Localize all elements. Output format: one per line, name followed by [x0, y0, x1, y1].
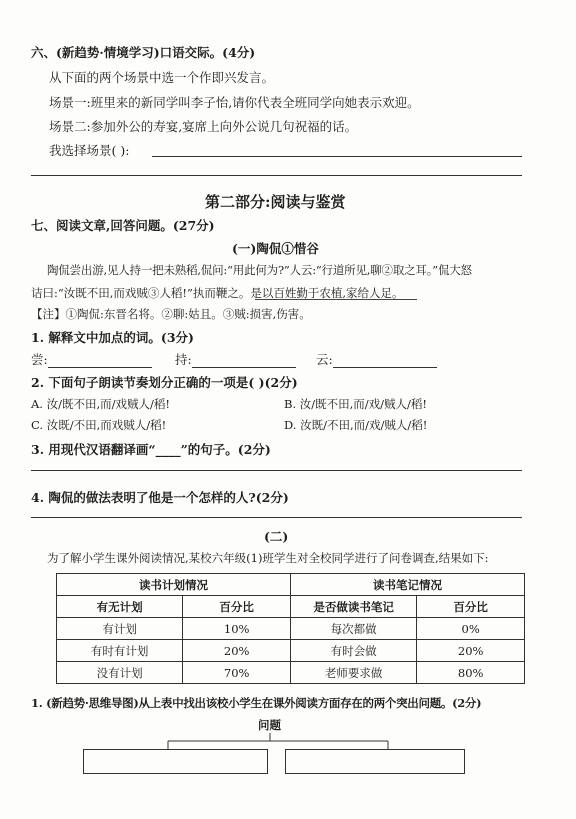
table-group-header: 读书笔记情况	[290, 574, 524, 596]
table-column-header: 百分比	[417, 596, 525, 618]
scene-one: 场景一:班里来的新同学叫李子怡,请你代表全班同学向她表示欢迎。	[49, 95, 420, 110]
table-cell: 10%	[183, 618, 291, 640]
option-c[interactable]: C. 汝既/不田,而戏贼人/稻!	[31, 418, 167, 432]
table-cell: 0%	[417, 618, 525, 640]
table-cell: 每次都做	[290, 618, 416, 640]
question-three: 3. 用现代汉语翻译画“____”的句子。(2分)	[31, 442, 271, 457]
question-two: 2. 下面句子朗读节奏划分正确的一项是( )(2分)	[31, 375, 298, 390]
table-cell: 20%	[183, 640, 291, 662]
table-cell: 20%	[417, 640, 525, 662]
table-cell: 80%	[417, 662, 525, 684]
table-cell: 有计划	[57, 618, 183, 640]
question-one: 1. 解释文中加点的词。(3分)	[31, 330, 194, 345]
part-two-title: 第二部分:阅读与鉴赏	[205, 193, 346, 211]
passage-title: (一)陶侃①惜谷	[232, 241, 319, 256]
table-column-header: 是否做读书笔记	[290, 596, 416, 618]
mind-map-answer-box[interactable]	[285, 749, 465, 774]
option-a[interactable]: A. 汝/既不田,而/戏贼人/稻!	[31, 397, 171, 411]
word-label: 持:	[175, 352, 192, 367]
table-cell: 70%	[183, 662, 291, 684]
sub-section-title: (二)	[264, 529, 289, 544]
table-group-header: 读书计划情况	[57, 574, 291, 596]
option-b[interactable]: B. 汝/既不田,而/戏/贼人/稻!	[284, 397, 428, 411]
mind-map-root-label: 问题	[258, 718, 281, 732]
passage-line: 陶侃尝出游,见人持一把未熟稻,侃问:“用此何为?”人云:“行道所见,聊②取之耳。”侃大怒	[47, 263, 472, 277]
passage-note: 【注】①陶侃:东晋名将。②聊:姑且。③贼:损害,伤害。	[31, 307, 311, 321]
table-column-header: 百分比	[183, 596, 291, 618]
mind-map-question: 1. (新趋势·思维导图)从上表中找出该校小学生在课外阅读方面存在的两个突出问题。(2分)	[31, 696, 482, 710]
table-cell: 有时会做	[290, 640, 416, 662]
scene-choice-label: 我选择场景( ):	[49, 143, 130, 158]
survey-intro: 为了解小学生课外阅读情况,某校六年级(1)班学生对全校同学进行了问卷调查,结果如下:	[47, 551, 489, 565]
table-cell: 没有计划	[57, 662, 183, 684]
scene-two: 场景二:参加外公的寿宴,宴席上向外公说几句祝福的话。	[49, 119, 358, 134]
question-four: 4. 陶侃的做法表明了他是一个怎样的人?(2分)	[31, 490, 289, 505]
table-column-header: 有无计划	[57, 596, 183, 618]
section7-title: 七、阅读文章,回答问题。(27分)	[31, 218, 215, 233]
word-label: 尝:	[31, 352, 48, 367]
table-cell: 老师要求做	[290, 662, 416, 684]
section6-title: 六、(新趋势·情境学习)口语交际。(4分)	[31, 45, 256, 60]
word-label: 云:	[316, 352, 333, 367]
option-d[interactable]: D. 汝既/不田,而/戏/贼人/稻!	[284, 418, 428, 432]
table-cell: 有时有计划	[57, 640, 183, 662]
passage-line: 诘曰:“汝既不田,而戏贼③人稻!”执而鞭之。是以百姓勤于农植,家给人足。	[31, 286, 404, 300]
mind-map-answer-box[interactable]	[83, 749, 268, 774]
section6-instruction: 从下面的两个场景中选一个作即兴发言。	[49, 70, 275, 85]
